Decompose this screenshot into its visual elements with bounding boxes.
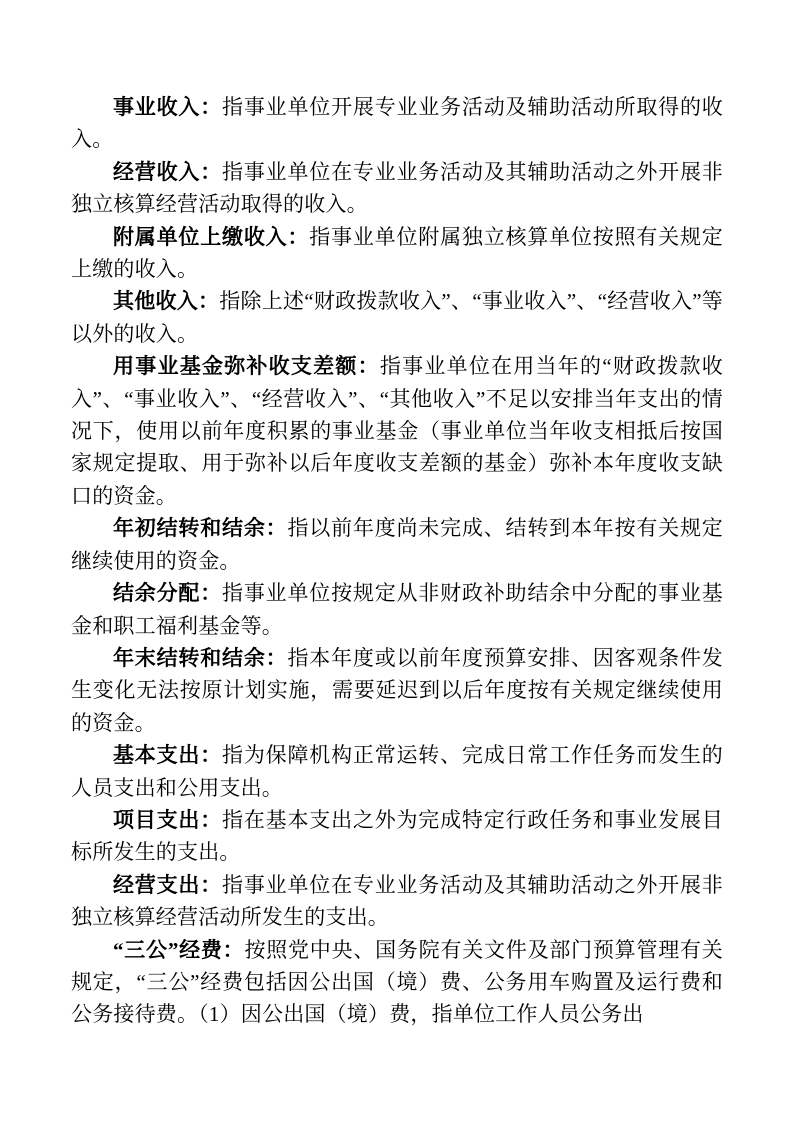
term-definition: 指事业单位开展专业业务活动及辅助活动所取得的收入。: [71, 95, 724, 152]
term-definition: 按照党中央、国务院有关文件及部门预算管理有关规定，“三公”经费包括因公出国（境）费、公务用车购置及运行费和公务接待费。（1）因公出国（境）费，指单位工作人员公务出: [71, 937, 723, 1027]
term-label: 附属单位上缴收入：: [113, 224, 310, 249]
term-definition: 指在基本支出之外为完成特定行政任务和事业发展目标所发生的支出。: [71, 807, 724, 865]
document-body: [71, 91, 723, 1031]
definition-paragraph: [71, 642, 723, 739]
definition-paragraph: [71, 512, 723, 577]
definition-paragraph: [71, 91, 723, 156]
term-label: 经营支出：: [113, 872, 223, 897]
definition-paragraph: [71, 285, 723, 350]
definition-paragraph: [71, 577, 723, 642]
term-label: “三公”经费：: [113, 937, 245, 962]
term-definition: 指事业单位在专业业务活动及其辅助活动之外开展非独立核算经营活动取得的收入。: [71, 159, 724, 217]
definition-paragraph: [71, 350, 723, 512]
term-label: 事业收入：: [113, 95, 223, 119]
term-definition: 指除上述“财政拨款收入”、“事业收入”、“经营收入”等以外的收入。: [71, 289, 724, 346]
term-label: 年初结转和结余：: [113, 516, 288, 541]
term-label: 其他收入：: [113, 289, 220, 314]
definition-paragraph: [71, 804, 723, 869]
definition-paragraph: [71, 869, 723, 934]
definition-paragraph: [71, 221, 723, 286]
term-definition: 指事业单位按规定从非财政补助结余中分配的事业基金和职工福利基金等。: [71, 581, 724, 638]
term-label: 用事业基金弥补收支差额：: [113, 354, 380, 379]
definition-paragraph: [71, 156, 723, 221]
term-definition: 指为保障机构正常运转、完成日常工作任务而发生的人员支出和公用支出。: [71, 743, 724, 800]
definition-paragraph: [71, 934, 723, 1031]
term-definition: 指事业单位在用当年的“财政拨款收入”、“事业收入”、“经营收入”、“其他收入”不足以安排当年支出的情况下，使用以前年度积累的事业基金（事业单位当年收支相抵后按国家规定提取、用于弥补以后年度收支差额的基金）弥补本年度收支缺口的资金。: [71, 354, 723, 508]
term-label: 年末结转和结余：: [113, 645, 288, 670]
term-label: 项目支出：: [113, 807, 223, 832]
term-definition: 指事业单位附属独立核算单位按照有关规定上缴的收入。: [71, 224, 723, 282]
term-label: 结余分配：: [113, 581, 223, 606]
term-definition: 指以前年度尚未完成、结转到本年按有关规定继续使用的资金。: [71, 516, 724, 573]
term-definition: 指事业单位在专业业务活动及其辅助活动之外开展非独立核算经营活动所发生的支出。: [71, 872, 724, 930]
term-label: 基本支出：: [113, 743, 223, 768]
definition-paragraph: [71, 739, 723, 804]
term-label: 经营收入：: [113, 159, 223, 184]
term-definition: 指本年度或以前年度预算安排、因客观条件发生变化无法按原计划实施，需要延迟到以后年度按有关规定继续使用的资金。: [71, 645, 724, 735]
